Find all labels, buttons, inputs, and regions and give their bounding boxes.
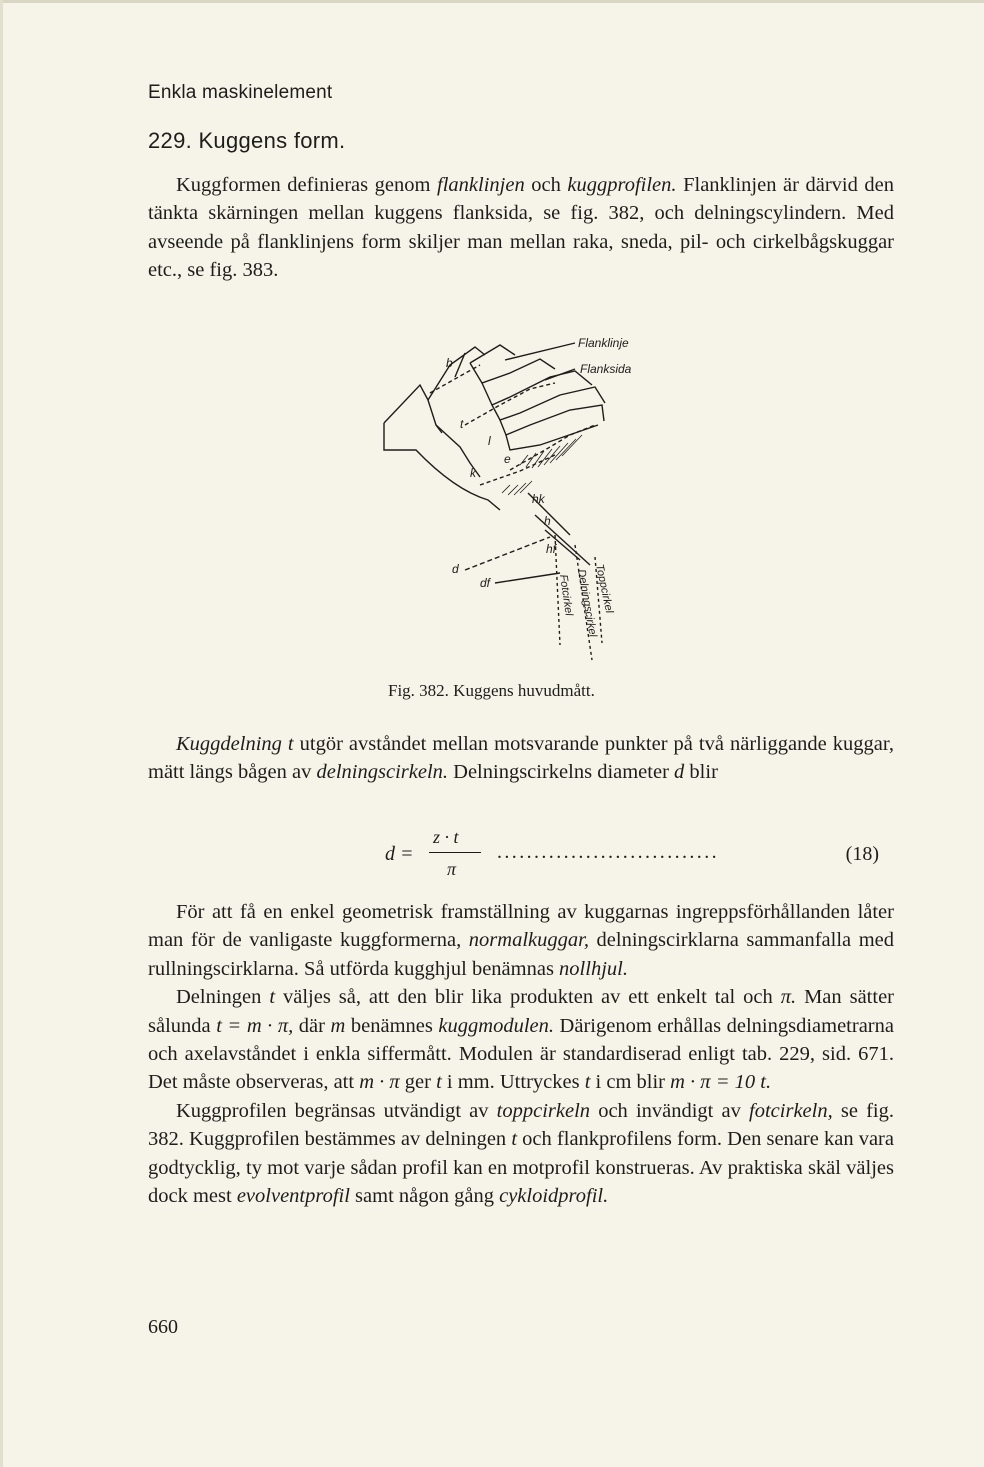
label-hf: hf	[546, 542, 557, 556]
formula-lhs: d =	[385, 843, 414, 865]
term-kuggprofilen: kuggprofilen.	[567, 174, 677, 196]
leader-flanksida	[545, 369, 575, 380]
label-toppcirkel: Toppcirkel	[593, 563, 616, 615]
fraction-bar	[429, 852, 481, 853]
body-paragraphs	[148, 898, 894, 1210]
section-number: 229.	[148, 128, 193, 153]
formula-18	[385, 827, 895, 887]
page-edge-left	[0, 0, 3, 1467]
running-head: Enkla maskinelement	[148, 82, 333, 103]
label-e: e	[504, 452, 511, 466]
line-d	[465, 537, 550, 570]
term-kuggdelning: Kuggdelning t	[176, 733, 294, 755]
tooth-2-outline	[482, 371, 592, 405]
formula-leader-dots: ..............................	[497, 841, 719, 863]
tooth-3-outline	[500, 405, 604, 435]
pitch-line-1	[430, 365, 480, 393]
formula-numerator: z · t	[433, 827, 459, 847]
label-delningscirkel: Delningscirkel	[575, 568, 599, 638]
label-k: k	[470, 466, 476, 480]
leader-flanklinje	[505, 343, 575, 360]
page-edge	[0, 0, 984, 3]
label-t: t	[460, 417, 464, 431]
paragraph-delningen: Delningen t väljes så, att den blir lika produkten av ett enkelt tal och π. Man sätter sålunda t = m · π, där m benämnes kuggmodulen. Därigenom erhållas delningsdiametrarna och axelavståndet i enkla siffermått. Modulen är standardiserad enligt tab. 229, sid. 671. Det måste observeras, att m · π ger t i mm. Uttryckes t i cm blir m · π = 10 t.	[148, 986, 894, 1094]
label-h: h	[544, 514, 551, 528]
equation-number: (18)	[845, 843, 879, 865]
label-b: b	[446, 356, 453, 370]
section-heading	[148, 128, 345, 154]
section-title: Kuggens form.	[198, 128, 346, 153]
kuggdelning-paragraph: Kuggdelning t utgör avståndet mellan motsvarande punkter på två närliggande kuggar, mätt längs bågen av delningscirkeln. Delningscirkelns diameter d blir	[148, 733, 894, 784]
label-fotcirkel: Fotcirkel	[557, 573, 575, 617]
label-flanksida: Flanksida	[580, 362, 632, 376]
tooth-1-outline	[384, 347, 485, 423]
term-flanklinjen: flanklinjen	[437, 174, 525, 196]
label-df: df	[480, 576, 491, 590]
label-flanklinje: Flanklinje	[578, 336, 629, 350]
figure-gear-teeth	[370, 325, 690, 670]
gear-body-outline	[384, 423, 500, 510]
label-d: d	[452, 562, 459, 576]
line-df	[495, 573, 560, 583]
gear-diagram	[370, 325, 690, 670]
term-delningscirkeln: delningscirkeln.	[316, 761, 449, 784]
formula-denominator: π	[447, 859, 457, 879]
label-hk: hk	[532, 492, 545, 506]
label-l: l	[488, 434, 491, 448]
page-number: 660	[148, 1316, 178, 1338]
intro-paragraph: Kuggformen definieras genom flanklinjen och kuggprofilen. Flanklinjen är därvid den tänkta skärningen mellan kuggens flanksida, se fig. 382, och delningscylindern. Med avseende på flanklinjens form skiljer man mellan raka, sneda, pil- och cirkelbågskuggar etc., se fig. 383.	[148, 174, 895, 282]
figure-caption: Fig. 382. Kuggens huvudmått.	[388, 681, 595, 700]
paragraph-normalkuggar: För att få en enkel geometrisk framställning av kuggarnas ingreppsförhållanden låter man för de vanligaste kuggformerna, normalkuggar, delningscirklarna sammanfalla med rullningscirklarna. Så utförda kugghjul benämnas nollhjul.	[148, 901, 895, 980]
tooth-3-top	[492, 387, 605, 420]
paragraph-kuggprofilen: Kuggprofilen begränsas utvändigt av toppcirkeln och invändigt av fotcirkeln, se fig. 382. Kuggprofilen bestämmes av delningen t och flankprofilens form. Den senare kan vara godtycklig, ty mot varje sådan profil kan en motprofil konstrueras. Av praktiska skäl väljes dock mest evolventprofil samt någon gång cykloidprofil.	[148, 1099, 894, 1208]
tooth-2-top	[470, 359, 555, 383]
